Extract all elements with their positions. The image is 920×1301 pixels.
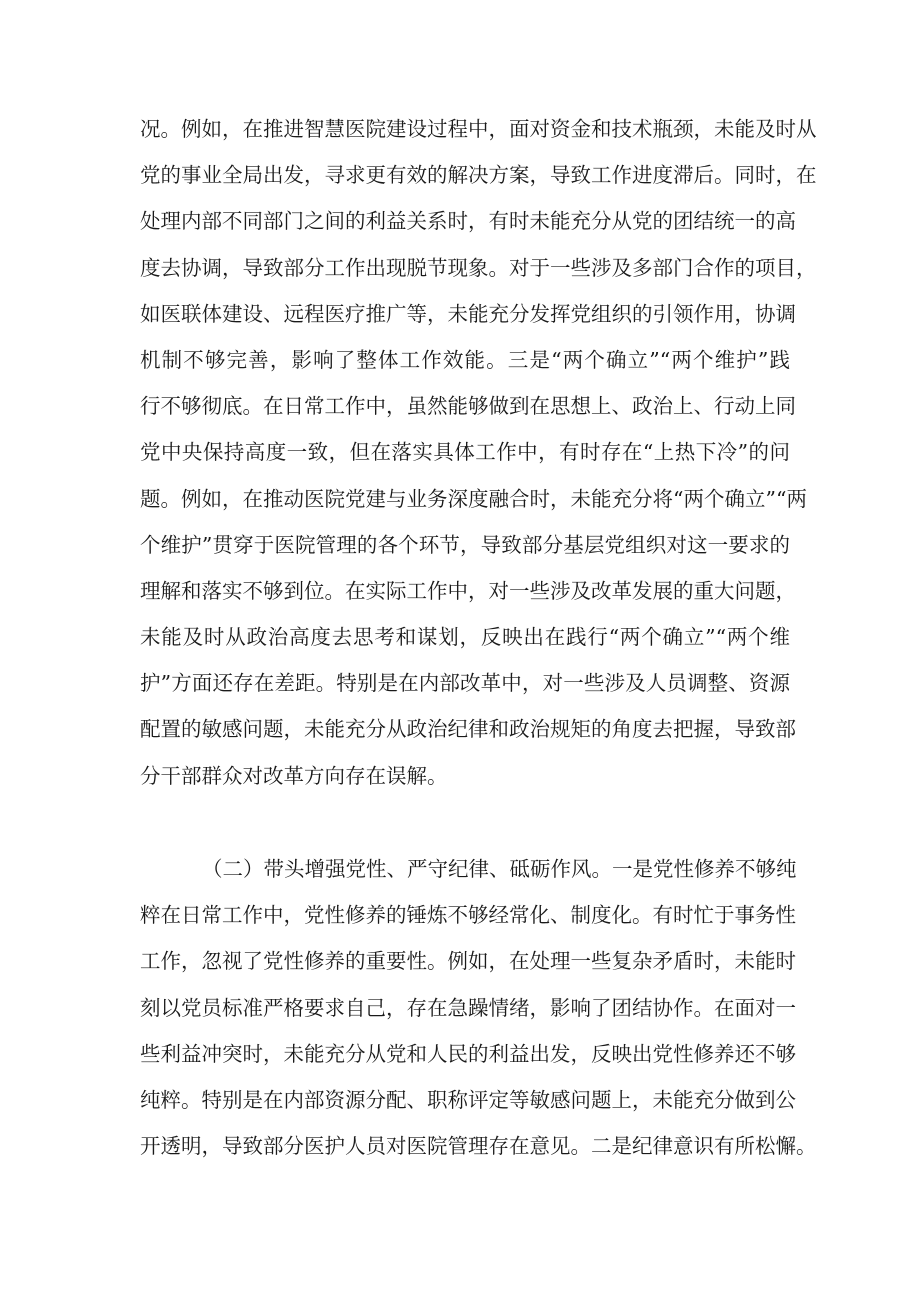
text-line: 纯粹。特别是在内部资源分配、职称评定等敏感问题上，未能充分做到公 <box>140 1087 796 1112</box>
text-line: 配置的敏感问题，未能充分从政治纪律和政治规矩的角度去把握，导致部 <box>140 717 796 742</box>
text-line: 开透明，导致部分医护人员对医院管理存在意见。二是纪律意识有所松懈。 <box>140 1134 817 1159</box>
paragraph-1 <box>140 106 817 799</box>
text-line: 党的事业全局出发，寻求更有效的解决方案，导致工作进度滞后。同时，在 <box>140 163 817 188</box>
text-line: 机制不够完善，影响了整体工作效能。三是“两个确立”“两个维护”践 <box>140 347 790 372</box>
text-line: 况。例如，在推进智慧医院建设过程中，面对资金和技术瓶颈，未能及时从 <box>140 117 817 141</box>
text-line: 如医联体建设、远程医疗推广等，未能充分发挥党组织的引领作用，协调 <box>140 301 796 326</box>
text-line: 未能及时从政治高度去思考和谋划，反映出在践行“两个确立”“两个维 <box>140 625 790 650</box>
text-line: 党中央保持高度一致，但在落实具体工作中，有时存在“上热下冷”的问 <box>140 440 790 465</box>
text-line: 工作，忽视了党性修养的重要性。例如，在处理一些复杂矛盾时，未能时 <box>140 949 796 974</box>
section-heading-line: （二）带头增强党性、严守纪律、砥砺作风。一是党性修养不够纯 <box>202 857 797 881</box>
text-line: 度去协调，导致部分工作出现脱节现象。对于一些涉及多部门合作的项目， <box>140 255 817 280</box>
text-line: 行不够彻底。在日常工作中，虽然能够做到在思想上、政治上、行动上同 <box>140 394 796 419</box>
text-line: 分干部群众对改革方向存在误解。 <box>140 763 448 788</box>
text-line: 题。例如，在推动医院党建与业务深度融合时，未能充分将“两个确立”“两 <box>140 486 807 511</box>
text-line: 护”方面还存在差距。特别是在内部改革中，对一些涉及人员调整、资源 <box>140 671 790 696</box>
text-line: 理解和落实不够到位。在实际工作中，对一些涉及改革发展的重大问题， <box>140 578 796 603</box>
text-line: 粹在日常工作中，党性修养的锤炼不够经常化、制度化。有时忙于事务性 <box>140 903 796 928</box>
text-line: 个维护”贯穿于医院管理的各个环节，导致部分基层党组织对这一要求的 <box>140 532 790 557</box>
text-line: 处理内部不同部门之间的利益关系时，有时未能充分从党的团结统一的高 <box>140 209 796 234</box>
paragraph-2 <box>140 846 817 1169</box>
text-line: 刻以党员标准严格要求自己，存在急躁情绪，影响了团结协作。在面对一 <box>140 995 796 1020</box>
text-line: 些利益冲突时，未能充分从党和人民的利益出发，反映出党性修养还不够 <box>140 1041 796 1066</box>
